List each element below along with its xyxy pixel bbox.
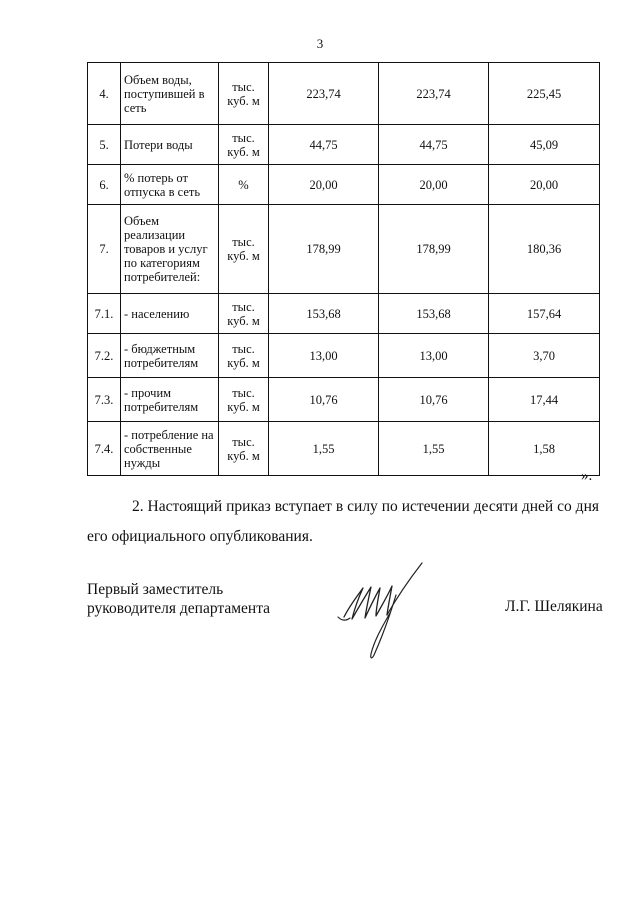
row-value-1: 13,00: [269, 334, 379, 378]
row-value-1: 1,55: [269, 422, 379, 476]
row-unit: тыс. куб. м: [219, 125, 269, 165]
row-value-3: 225,45: [489, 63, 600, 125]
table-row: [88, 165, 600, 205]
row-number: 7.: [88, 205, 121, 294]
order-paragraph: 2. Настоящий приказ вступает в силу по истечении десяти дней со дня его официального опубликования.: [87, 498, 599, 545]
row-value-1: 20,00: [269, 165, 379, 205]
table-row: [88, 422, 600, 476]
signer-title-line: Первый заместитель: [87, 581, 224, 598]
row-number: 6.: [88, 165, 121, 205]
signer-title-line: руководителя департамента: [87, 600, 271, 617]
row-value-2: 223,74: [379, 63, 489, 125]
row-value-1: 223,74: [269, 63, 379, 125]
row-name: % потерь от отпуска в сеть: [121, 165, 219, 205]
row-value-2: 20,00: [379, 165, 489, 205]
row-unit: %: [219, 165, 269, 205]
row-name: - прочим потребителям: [121, 378, 219, 422]
row-value-3: 17,44: [489, 378, 600, 422]
row-value-2: 178,99: [379, 205, 489, 294]
row-number: 5.: [88, 125, 121, 165]
row-value-2: 1,55: [379, 422, 489, 476]
row-unit: тыс. куб. м: [219, 63, 269, 125]
row-value-3: 45,09: [489, 125, 600, 165]
row-value-3: 3,70: [489, 334, 600, 378]
table-row: [88, 294, 600, 334]
row-unit: тыс. куб. м: [219, 422, 269, 476]
row-name: Объем реализации товаров и услуг по категориям потребителей:: [121, 205, 219, 294]
row-value-3: 157,64: [489, 294, 600, 334]
row-name: Объем воды, поступившей в сеть: [121, 63, 219, 125]
row-value-2: 13,00: [379, 334, 489, 378]
row-number: 7.2.: [88, 334, 121, 378]
row-name: - бюджетным потребителям: [121, 334, 219, 378]
page-number: 3: [316, 36, 324, 51]
row-unit: тыс. куб. м: [219, 378, 269, 422]
row-unit: тыс. куб. м: [219, 205, 269, 294]
row-name: - населению: [121, 294, 219, 334]
row-name: Потери воды: [121, 125, 219, 165]
table-row: [88, 63, 600, 125]
row-number: 7.1.: [88, 294, 121, 334]
table-row: [88, 125, 600, 165]
row-unit: тыс. куб. м: [219, 334, 269, 378]
row-number: 7.3.: [88, 378, 121, 422]
row-value-2: 10,76: [379, 378, 489, 422]
row-number: 7.4.: [88, 422, 121, 476]
row-value-1: 44,75: [269, 125, 379, 165]
row-value-2: 153,68: [379, 294, 489, 334]
row-number: 4.: [88, 63, 121, 125]
table-row: [88, 205, 600, 294]
signer-name: Л.Г. Шелякина: [505, 598, 603, 615]
row-value-3: 1,58: [489, 422, 600, 476]
signer-title: [87, 580, 270, 618]
row-value-3: 180,36: [489, 205, 600, 294]
table-row: [88, 334, 600, 378]
indicators-table: [87, 62, 600, 476]
row-name: - потребление на собственные нужды: [121, 422, 219, 476]
row-value-1: 10,76: [269, 378, 379, 422]
row-value-2: 44,75: [379, 125, 489, 165]
row-unit: тыс. куб. м: [219, 294, 269, 334]
handwritten-signature: [330, 555, 440, 665]
row-value-1: 178,99: [269, 205, 379, 294]
closing-quote: ».: [581, 468, 593, 484]
row-value-1: 153,68: [269, 294, 379, 334]
row-value-3: 20,00: [489, 165, 600, 205]
table-row: [88, 378, 600, 422]
